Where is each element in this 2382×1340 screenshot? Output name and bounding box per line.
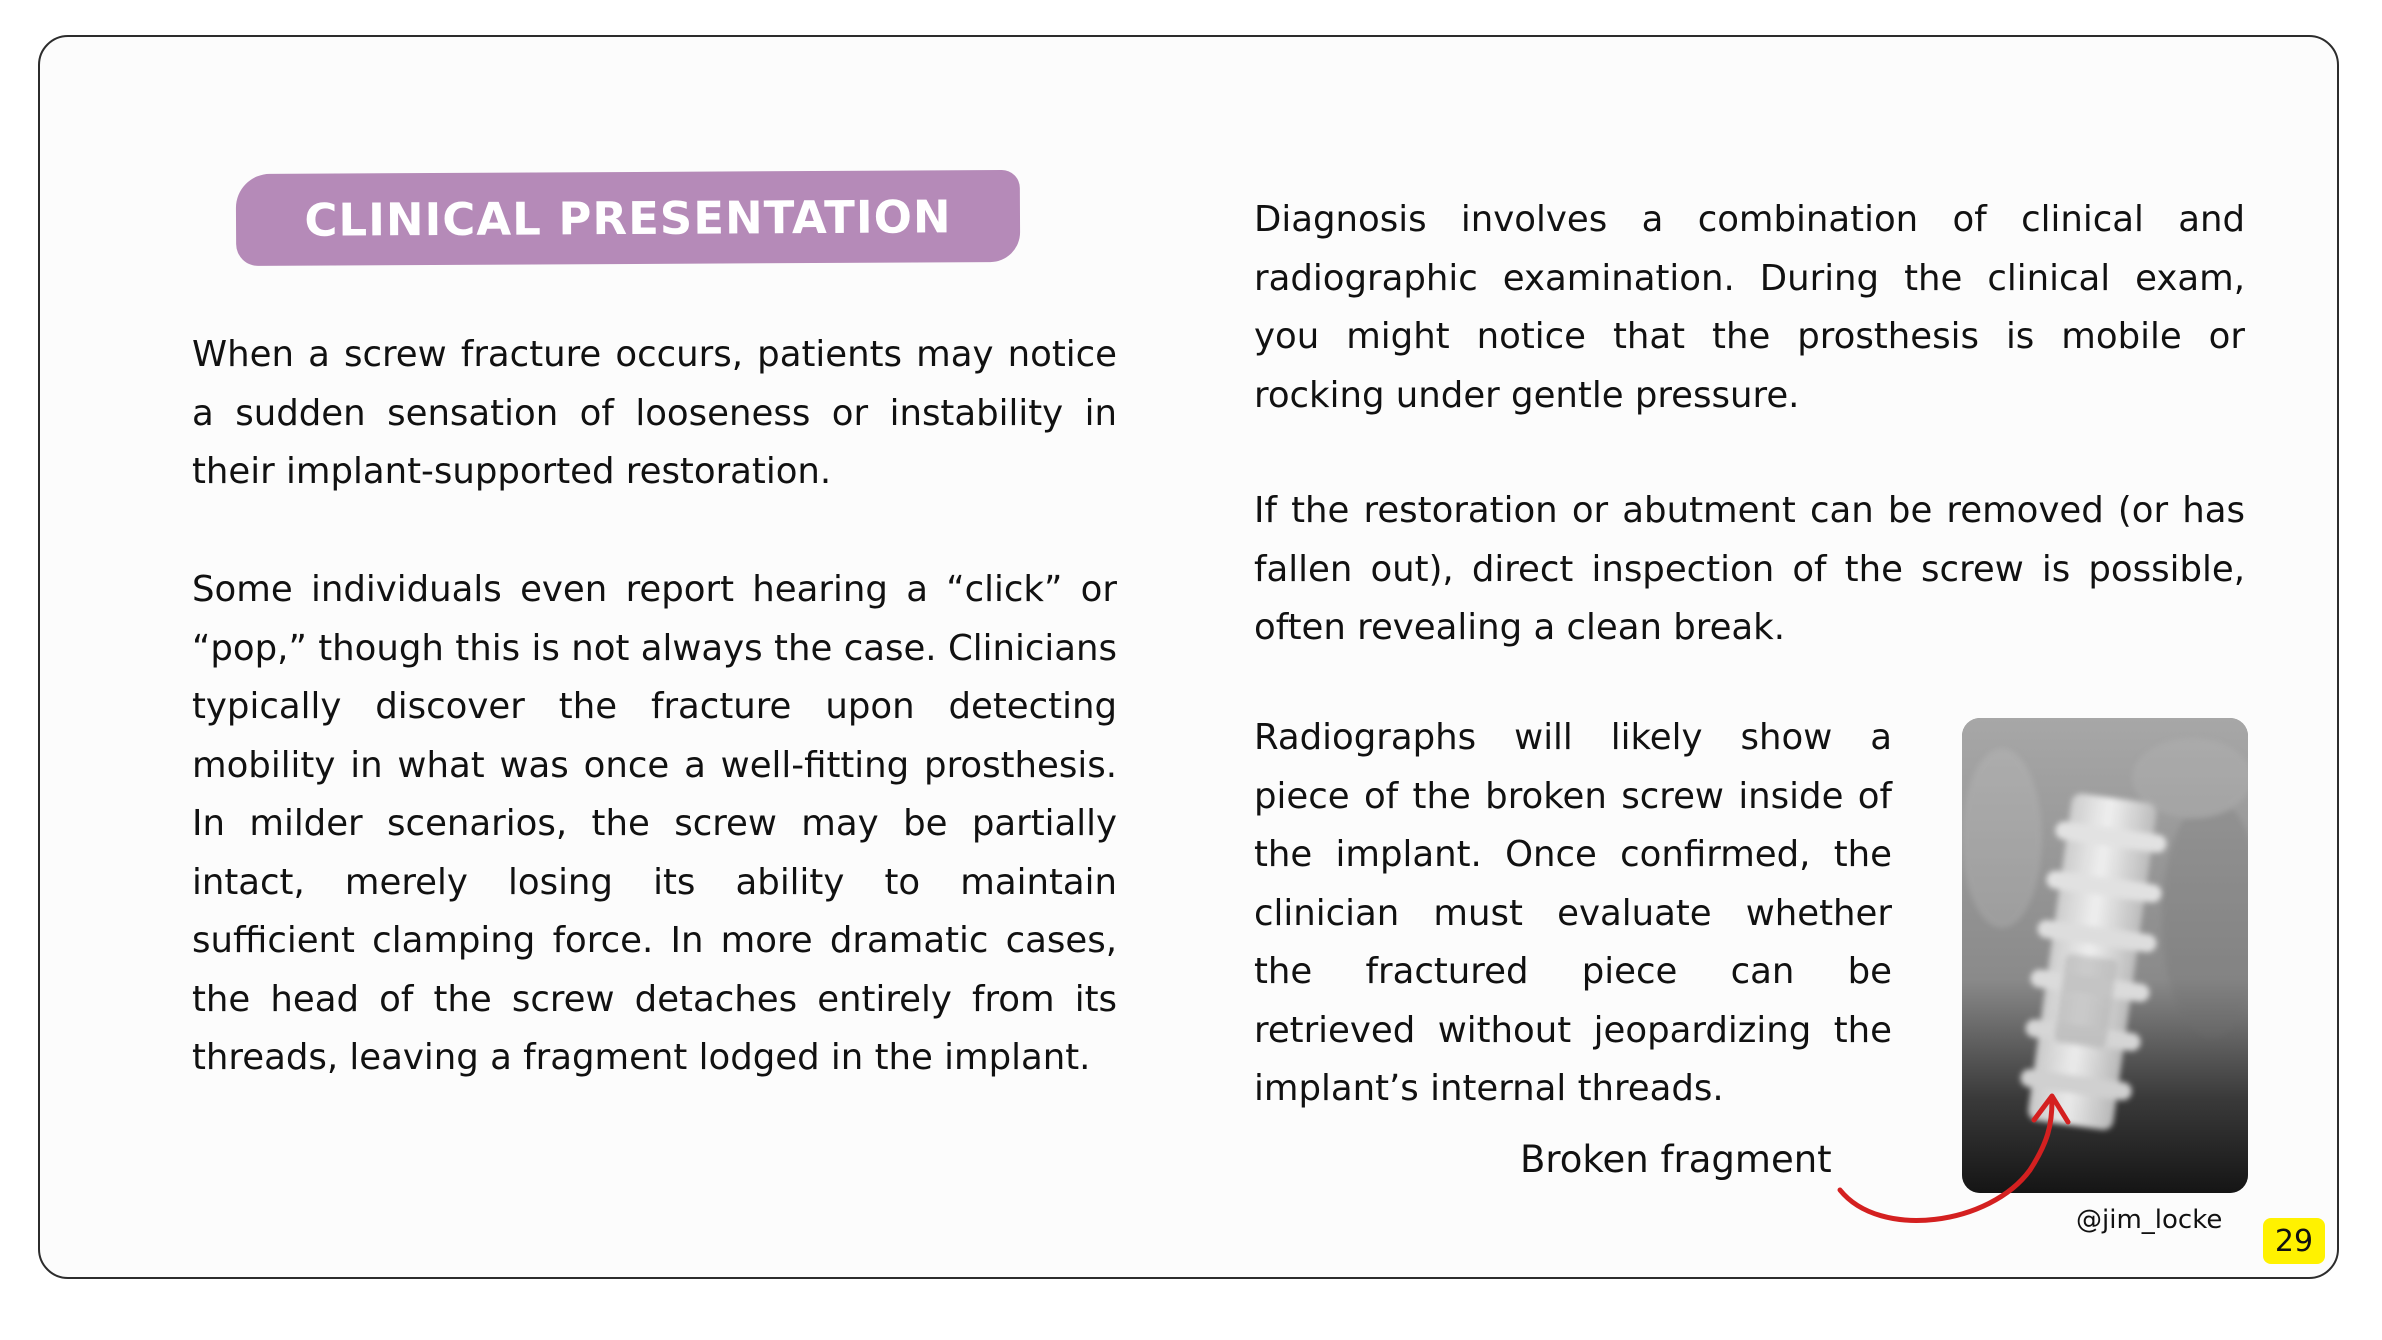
page-number-badge [2263, 1218, 2325, 1264]
figure-caption: Broken fragment [1520, 1138, 1832, 1181]
right-paragraph-2: If the restoration or abutment can be removed (or has fallen out), direct inspection of the screw is possible, often revealing a clean break. [1254, 490, 2245, 648]
left-paragraph-2: Some individuals even report hearing a “click” or “pop,” though this is not always the case. Clinicians typically discover the fracture upon detecting mobility in what was once a well-fitting prosthesis. In milder scenarios, the screw may be partially intact, merely losing its ability to maintain sufficient clamping force. In more dramatic cases, the head of the screw detaches entirely from its threads, leaving a fragment lodged in the implant. [192, 569, 1117, 1078]
image-credit: @jim_locke [2076, 1205, 2223, 1235]
left-paragraph-1: When a screw fracture occurs, patients may notice a sudden sensation of looseness or instability in their implant-supported restoration. [192, 334, 1117, 492]
right-paragraph-1: Diagnosis involves a combination of clinical and radiographic examination. During the clinical exam, you might notice that the prosthesis is mobile or rocking under gentle pressure. [1254, 199, 2245, 416]
section-heading: CLINICAL PRESENTATION [304, 189, 952, 247]
red-arrow-icon [1820, 1080, 2100, 1230]
section-heading-banner [236, 170, 1020, 266]
page-number: 29 [2274, 1223, 2314, 1259]
right-paragraph-3: Radiographs will likely show a piece of the broken screw inside of the implant. Once confirmed, the clinician must evaluate whether the fractured piece can be retrieved without jeopardizing the implant’s internal threads. [1254, 717, 1892, 1109]
